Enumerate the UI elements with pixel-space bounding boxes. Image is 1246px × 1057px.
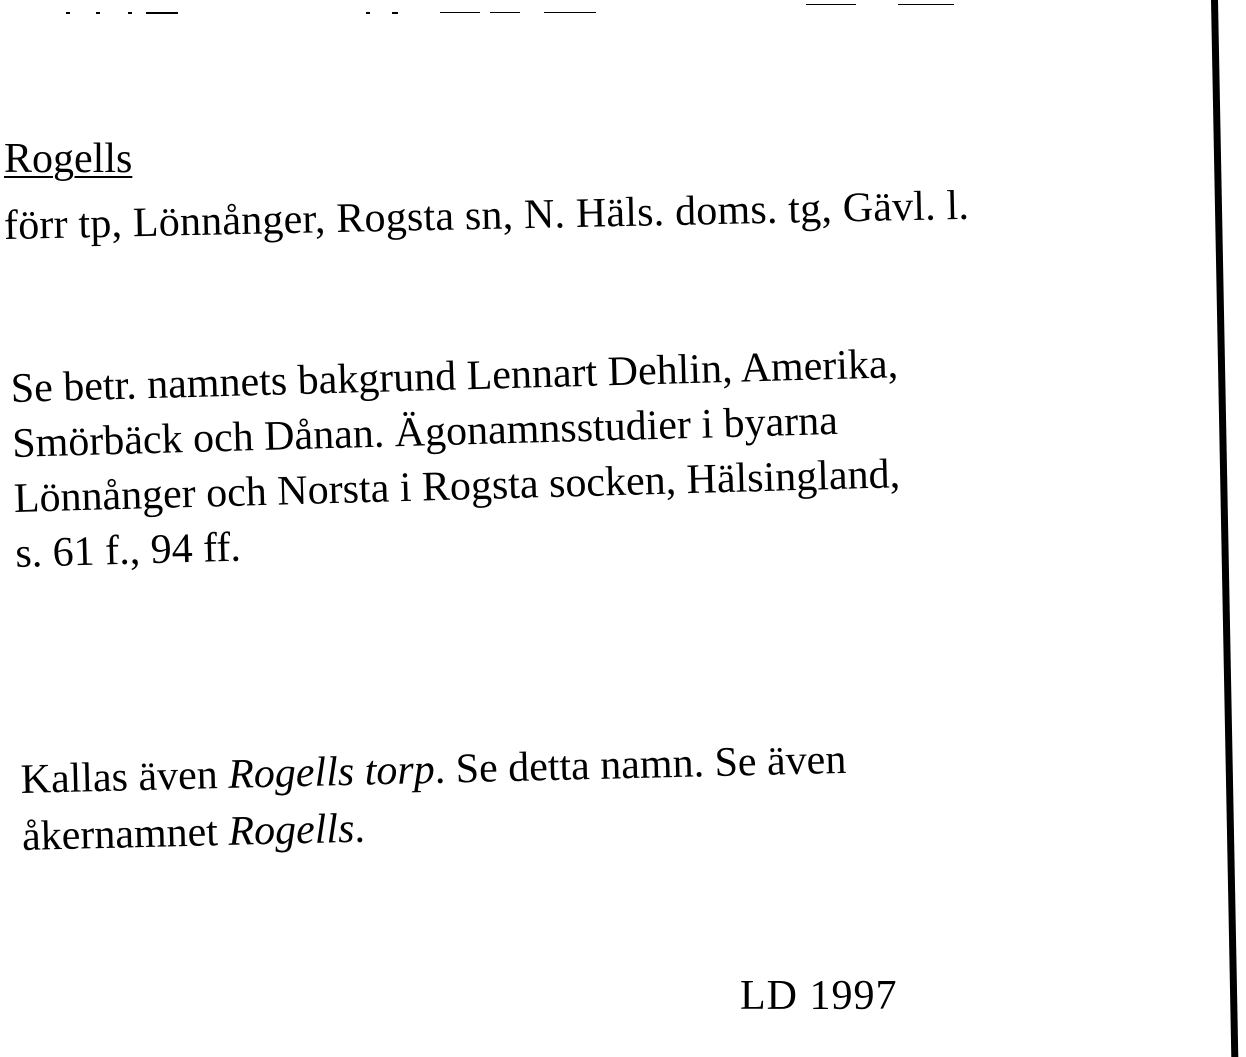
cross-reference <box>20 732 848 866</box>
entry-subtitle: förr tp, Lönnånger, Rogsta sn, N. Häls. doms. tg, Gävl. l. <box>3 182 970 249</box>
background-note <box>10 337 903 582</box>
background-note-line: Smörbäck och Dånan. Ägonamnsstudier i byarna <box>11 397 839 467</box>
background-note-line: Lönnånger och Norsta i Rogsta socken, Hälsingland, <box>13 451 901 522</box>
entry-title: Rogells <box>4 136 133 182</box>
scan-mark <box>440 12 480 13</box>
cross-reference-text: . Se detta namn. Se även <box>434 736 847 793</box>
background-note-line: s. 61 f., 94 ff. <box>14 524 242 577</box>
scan-mark <box>66 12 70 14</box>
cross-reference-text: . <box>353 805 366 852</box>
cross-reference-text: Kallas även <box>20 751 229 803</box>
background-note-line: Se betr. namnets bakgrund Lennart Dehlin, Amerika, <box>10 341 899 412</box>
place-name-reference: Rogells torp <box>227 746 436 798</box>
author-signature: LD 1997 <box>740 973 898 1019</box>
scan-mark <box>806 4 856 5</box>
field-name-reference: Rogells <box>227 805 355 855</box>
scan-mark <box>366 12 370 14</box>
scan-mark <box>544 12 596 13</box>
scan-mark <box>898 4 954 5</box>
scan-mark <box>392 12 398 14</box>
scan-mark <box>490 12 520 13</box>
scan-mark <box>146 12 178 14</box>
scan-edge <box>1211 0 1238 1057</box>
cross-reference-text: åkernamnet <box>21 808 229 860</box>
scan-mark <box>128 12 132 14</box>
scan-mark <box>96 12 100 14</box>
